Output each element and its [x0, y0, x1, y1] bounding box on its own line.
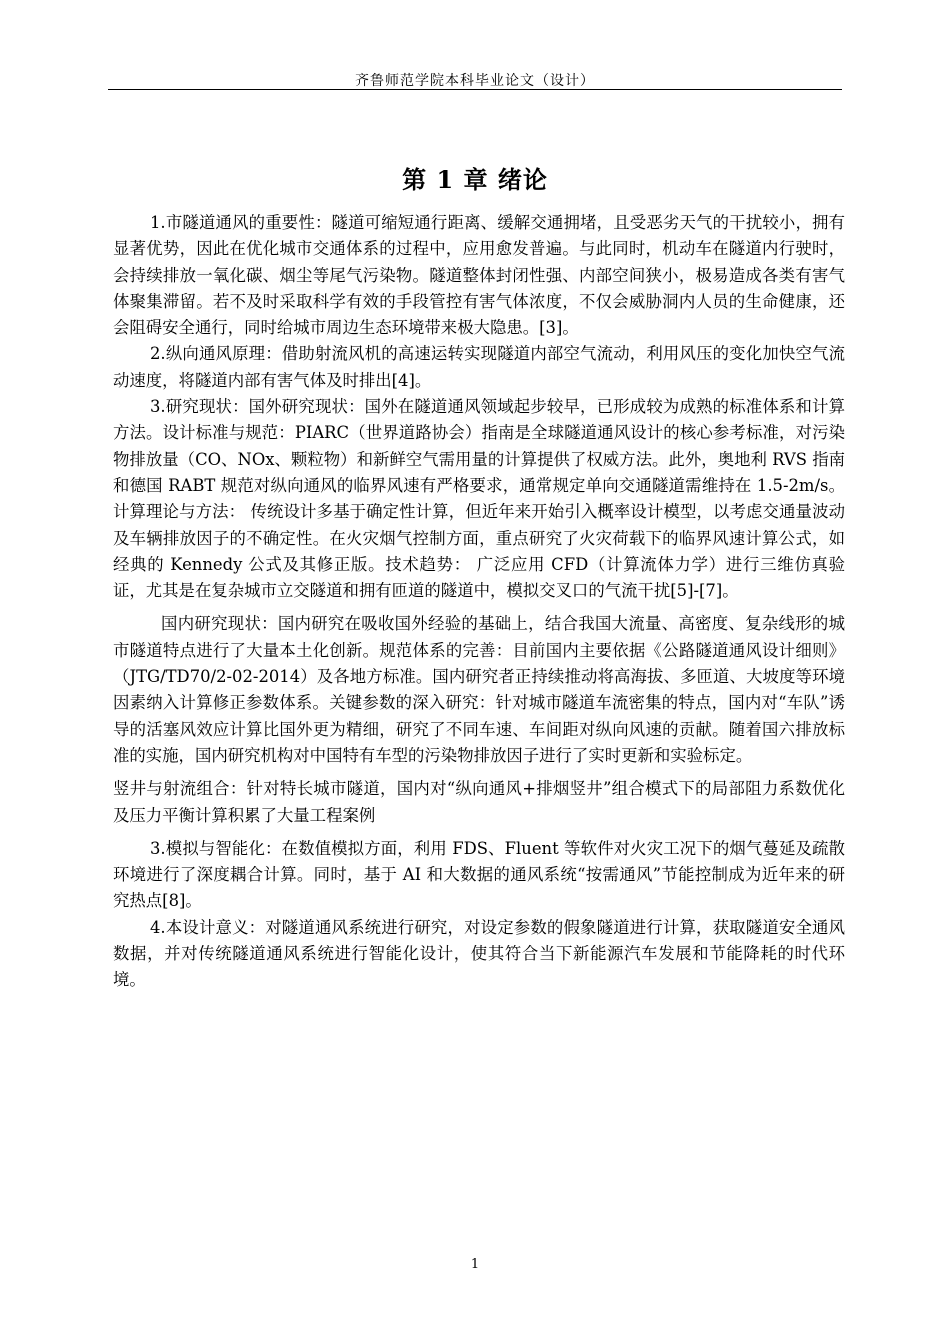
page-header: 齐鲁师范学院本科毕业论文（设计） — [355, 73, 595, 89]
paragraph-foreign-research: 3.研究现状：国外研究现状：国外在隧道通风领域起步较早，已形成较为成熟的标准体系和计算方法。设计标准与规范：PIARC（世界道路协会）指南是全球隧道通风设计的核心参考标准，对污染物排放量（CO、NOx、颗粒物）和新鲜空气需用量的计算提供了权威方法。此外，奥地利 RVS 指南和德国 RABT 规范对纵向通风的临界风速有严格要求，通常规定单向交通隧道需维持在 1.5-2m/s。计算理论与方法： 传统设计多基于确定性计算，但近年来开始引入概率设计模型，以考虑交通量波动及车辆排放因子的不确定性。在火灾烟气控制方面，重点研究了火灾荷载下的临界风速计算公式，如经典的 Kennedy 公式及其修正版。技术趋势： 广泛应用 CFD（计算流体力学）进行三维仿真验证，尤其是在复杂城市立交隧道和拥有匝道的隧道中，模拟交叉口的气流干扰[5]-[7]。 — [113, 397, 845, 601]
paragraph-design-significance: 4.本设计意义：对隧道通风系统进行研究，对设定参数的假象隧道进行计算，获取隧道安全通风数据，并对传统隧道通风系统进行智能化设计，使其符合当下新能源汽车发展和节能降耗的时代环境。 — [113, 917, 845, 990]
paragraph-longitudinal-principle: 2.纵向通风原理：借助射流风机的高速运转实现隧道内部空气流动，利用风压的变化加快空气流动速度，将隧道内部有害气体及时排出[4]。 — [113, 344, 845, 390]
chapter-title: 第 1 章 绪论 — [402, 165, 548, 194]
page-number: 1 — [470, 1257, 480, 1272]
paragraph-domestic-research: 国内研究现状：国内研究在吸收国外经验的基础上，结合我国大流量、高密度、复杂线形的城市隧道特点进行了大量本土化创新。规范体系的完善：目前国内主要依据《公路隧道通风设计细则》（JTG/TD70/2-02-2014）及各地方标准。国内研究者正持续推动将高海拔、多匝道、大坡度等环境因素纳入计算修正参数体系。关键参数的深入研究：针对城市隧道车流密集的特点，国内对“车队”诱导的活塞风效应计算比国外更为精细，研究了不同车速、车间距对纵向风速的贡献。随着国六排放标准的实施，国内研究机构对中国特有车型的污染物排放因子进行了实时更新和实验标定。 — [113, 614, 845, 765]
body-content — [113, 210, 845, 994]
paragraph-importance: 1.市隧道通风的重要性：隧道可缩短通行距离、缓解交通拥堵，且受恶劣天气的干扰较小，拥有显著优势，因此在优化城市交通体系的过程中，应用愈发普遍。与此同时，机动车在隧道内行驶时，会持续排放一氧化碳、烟尘等尾气污染物。隧道整体封闭性强、内部空间狭小，极易造成各类有害气体聚集滞留。若不及时采取科学有效的手段管控有害气体浓度，不仅会威胁洞内人员的生命健康，还会阻碍安全通行，同时给城市周边生态环境带来极大隐患。[3]。 — [113, 213, 845, 338]
header-divider — [108, 89, 842, 90]
paragraph-simulation-intelligence: 3.模拟与智能化：在数值模拟方面，利用 FDS、Fluent 等软件对火灾工况下的烟气蔓延及疏散环境进行了深度耦合计算。同时，基于 AI 和大数据的通风系统“按需通风”节能控制成为近年来的研究热点[8]。 — [113, 838, 845, 911]
paragraph-shaft-jet-combination: 竖井与射流组合：针对特长城市隧道，国内对“纵向通风+排烟竖井”组合模式下的局部阻力系数优化及压力平衡计算积累了大量工程案例 — [113, 779, 845, 825]
